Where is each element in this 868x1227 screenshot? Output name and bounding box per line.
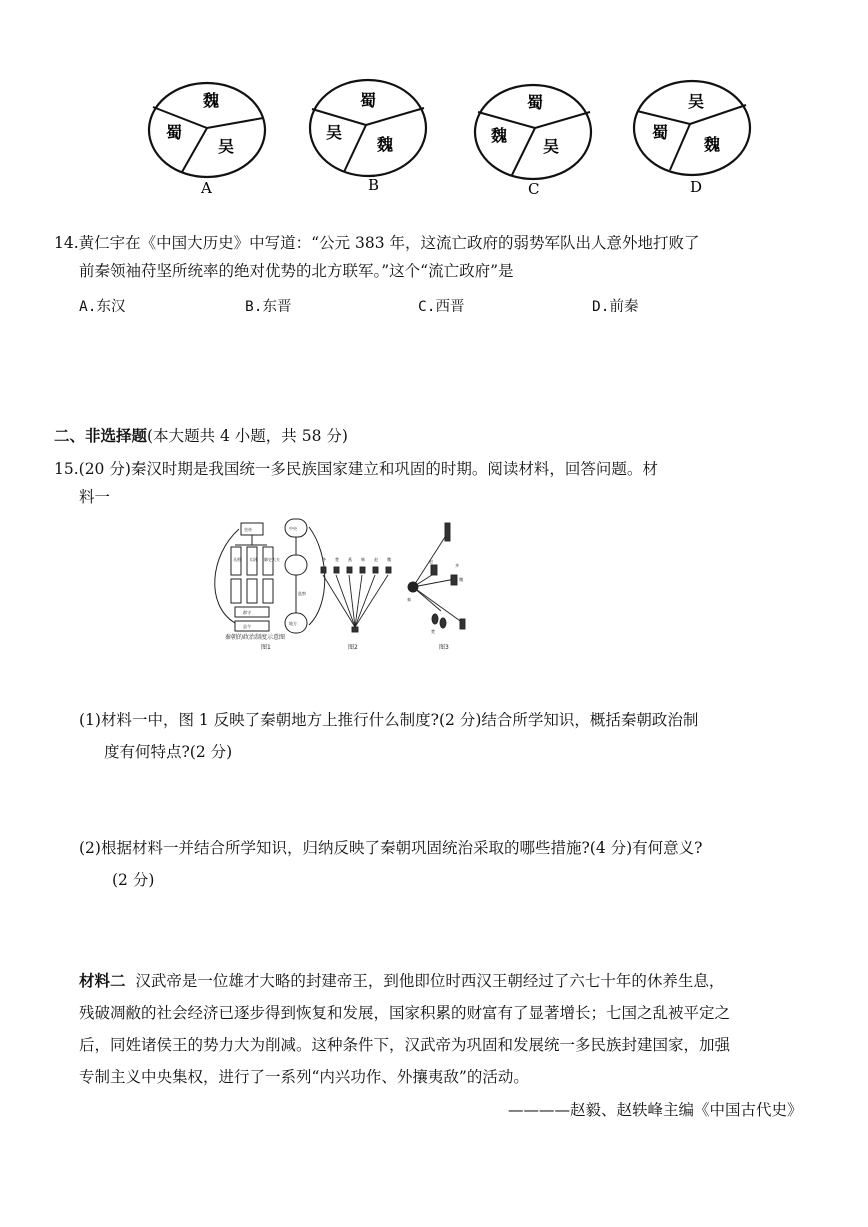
pie-options — [0, 0, 868, 205]
svg-text:齐: 齐 — [322, 557, 326, 562]
q14-line1: 14.黄仁宇在《中国大历史》中写道：“公元 383 年，这流亡政府的弱势军队出人意外地打败了 — [54, 234, 700, 252]
pie-d-top: 吴 — [688, 92, 705, 111]
svg-text:中央: 中央 — [289, 526, 297, 531]
q14-option-c: C.西晋 — [418, 299, 465, 315]
svg-text:赵: 赵 — [429, 559, 433, 564]
svg-text:地方: 地方 — [289, 621, 297, 626]
q14-option-a: A.东汉 — [79, 299, 126, 315]
svg-text:丞相: 丞相 — [233, 557, 241, 562]
q14-option-d: D.前秦 — [592, 299, 639, 315]
svg-text:秦: 秦 — [407, 597, 411, 602]
svg-text:燕: 燕 — [348, 557, 352, 562]
fig2-label: 图2 — [348, 644, 358, 651]
svg-text:韩: 韩 — [361, 557, 365, 562]
pie-c-left: 魏 — [491, 126, 508, 145]
fig3-unification — [407, 523, 465, 651]
pie-d-right: 魏 — [704, 135, 721, 154]
pie-b-top: 蜀 — [360, 91, 377, 110]
svg-text:监察: 监察 — [298, 591, 306, 596]
fig2-six-states — [321, 556, 391, 651]
svg-text:齐: 齐 — [455, 563, 459, 568]
q14-line2: 前秦领袖苻坚所统率的绝对优势的北方联军。”这个“流亡政府”是 — [79, 262, 514, 280]
pie-c-top: 蜀 — [527, 93, 544, 112]
svg-text:赵: 赵 — [374, 557, 378, 562]
sub1-line1: (1)材料一中，图 1 反映了秦朝地方上推行什么制度?(2 分)结合所学知识，概括秦朝政治制 — [79, 711, 699, 729]
material2-label: 材料二 — [79, 971, 126, 990]
svg-text:郡守: 郡守 — [243, 610, 251, 615]
material1-figure — [205, 515, 475, 655]
sub2-line2: (2 分) — [112, 871, 155, 889]
material2-line1: 材料二 汉武帝是一位雄才大略的封建帝王，到他即位时西汉王朝经过了六七十年的休养生息， — [79, 971, 725, 990]
fig1-system-diagram — [215, 519, 325, 651]
q15-line1: 15.(20 分)秦汉时期是我国统一多民族国家建立和巩固的时期。阅读材料，回答问题。材 — [54, 460, 658, 478]
material2-line3: 后，同姓诸侯王的势力大为削减。这种条件下，汉武帝为巩固和发展统一多民族封建国家，加强 — [79, 1036, 731, 1054]
pie-a-right: 吴 — [218, 137, 235, 156]
pie-a-left: 蜀 — [166, 123, 183, 142]
material2-line2: 残破凋敝的社会经济已逐步得到恢复和发展，国家积累的财富有了显著增长；七国之乱被平定之 — [79, 1004, 731, 1022]
q14-option-b: B.东晋 — [245, 299, 292, 315]
sub2-line1: (2)根据材料一并结合所学知识，归纳反映了秦朝巩固统治采取的哪些措施?(4 分)有何意义? — [79, 839, 703, 857]
fig1-label: 图1 — [261, 644, 271, 651]
material2-line4: 专制主义中央集权，进行了一系列“内兴功作、外攘夷敌”的活动。 — [79, 1068, 529, 1086]
svg-text:楚: 楚 — [431, 629, 435, 634]
section-title: 二、非选择题 — [54, 426, 148, 445]
pie-d-label: D — [690, 178, 703, 196]
pie-c-right: 吴 — [543, 137, 560, 156]
svg-text:魏: 魏 — [459, 577, 463, 582]
pie-b-left: 吴 — [326, 123, 343, 142]
pie-a-label: A — [201, 179, 212, 197]
pie-a-top: 魏 — [203, 91, 220, 110]
pie-d-left: 蜀 — [652, 123, 669, 142]
section-heading — [54, 423, 348, 449]
section-note: (本大题共 4 小题，共 58 分) — [147, 427, 348, 445]
svg-text:楚: 楚 — [335, 557, 339, 562]
svg-text:魏: 魏 — [387, 557, 391, 562]
fig1-caption: 秦朝的政治制度示意图 — [225, 634, 286, 641]
pie-d — [634, 81, 750, 196]
material2-source: ————赵毅、赵轶峰主编《中国古代史》 — [508, 1101, 803, 1119]
fig3-label: 图3 — [439, 644, 449, 651]
svg-text:御史大夫: 御史大夫 — [264, 557, 280, 562]
svg-text:太尉: 太尉 — [249, 557, 257, 562]
svg-text:皇帝: 皇帝 — [244, 527, 252, 532]
pie-c-label: C — [528, 180, 540, 198]
pie-c — [475, 85, 591, 198]
pie-b-right: 魏 — [377, 135, 394, 154]
sub1-line2: 度有何特点?(2 分) — [104, 743, 233, 761]
pie-b — [310, 80, 426, 194]
pie-b-label: B — [368, 176, 380, 194]
svg-text:县令: 县令 — [243, 624, 251, 629]
pie-a — [149, 83, 265, 197]
q15-line2: 料一 — [79, 488, 111, 506]
